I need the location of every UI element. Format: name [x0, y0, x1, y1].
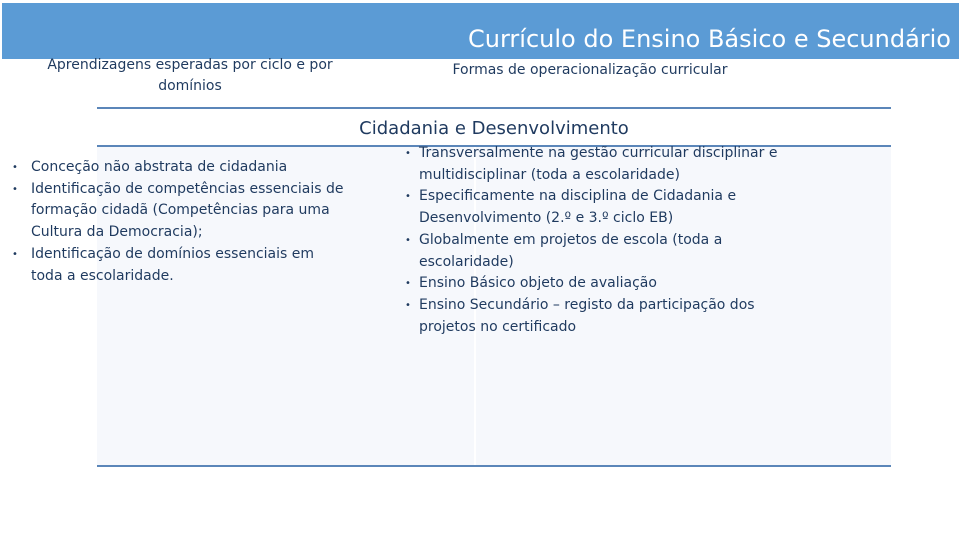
table-bottom-rule	[97, 465, 891, 467]
left-column-list	[8, 157, 348, 287]
header-banner	[2, 3, 959, 59]
right-column-header: Formas de operacionalização curricular	[452, 62, 728, 78]
list-item: • Ensino Básico objeto de avaliação	[405, 273, 790, 295]
table-title-row	[97, 109, 891, 145]
slide-title: Currículo do Ensino Básico e Secundário	[468, 25, 951, 53]
list-item: • Transversalmente na gestão curricular disciplinar e multidisciplinar (toda a escolaridade)	[405, 143, 790, 186]
list-item: • Especificamente na disciplina de Cidadania e Desenvolvimento (2.º e 3.º ciclo EB)	[405, 186, 790, 229]
list-item: • Identificação de domínios essenciais em toda a escolaridade.	[8, 244, 348, 287]
left-column-header: Aprendizagens esperadas por ciclo e por domínios	[47, 57, 333, 94]
list-item: • Conceção não abstrata de cidadania	[8, 157, 348, 179]
list-item: • Globalmente em projetos de escola (toda a escolaridade)	[405, 230, 790, 273]
list-item: • Ensino Secundário – registo da participação dos projetos no certificado	[405, 295, 790, 338]
table-title: Cidadania e Desenvolvimento	[359, 118, 629, 139]
list-item: • Identificação de competências essenciais de formação cidadã (Competências para uma Cultura da Democracia);	[8, 179, 348, 244]
right-column-list	[405, 143, 790, 338]
